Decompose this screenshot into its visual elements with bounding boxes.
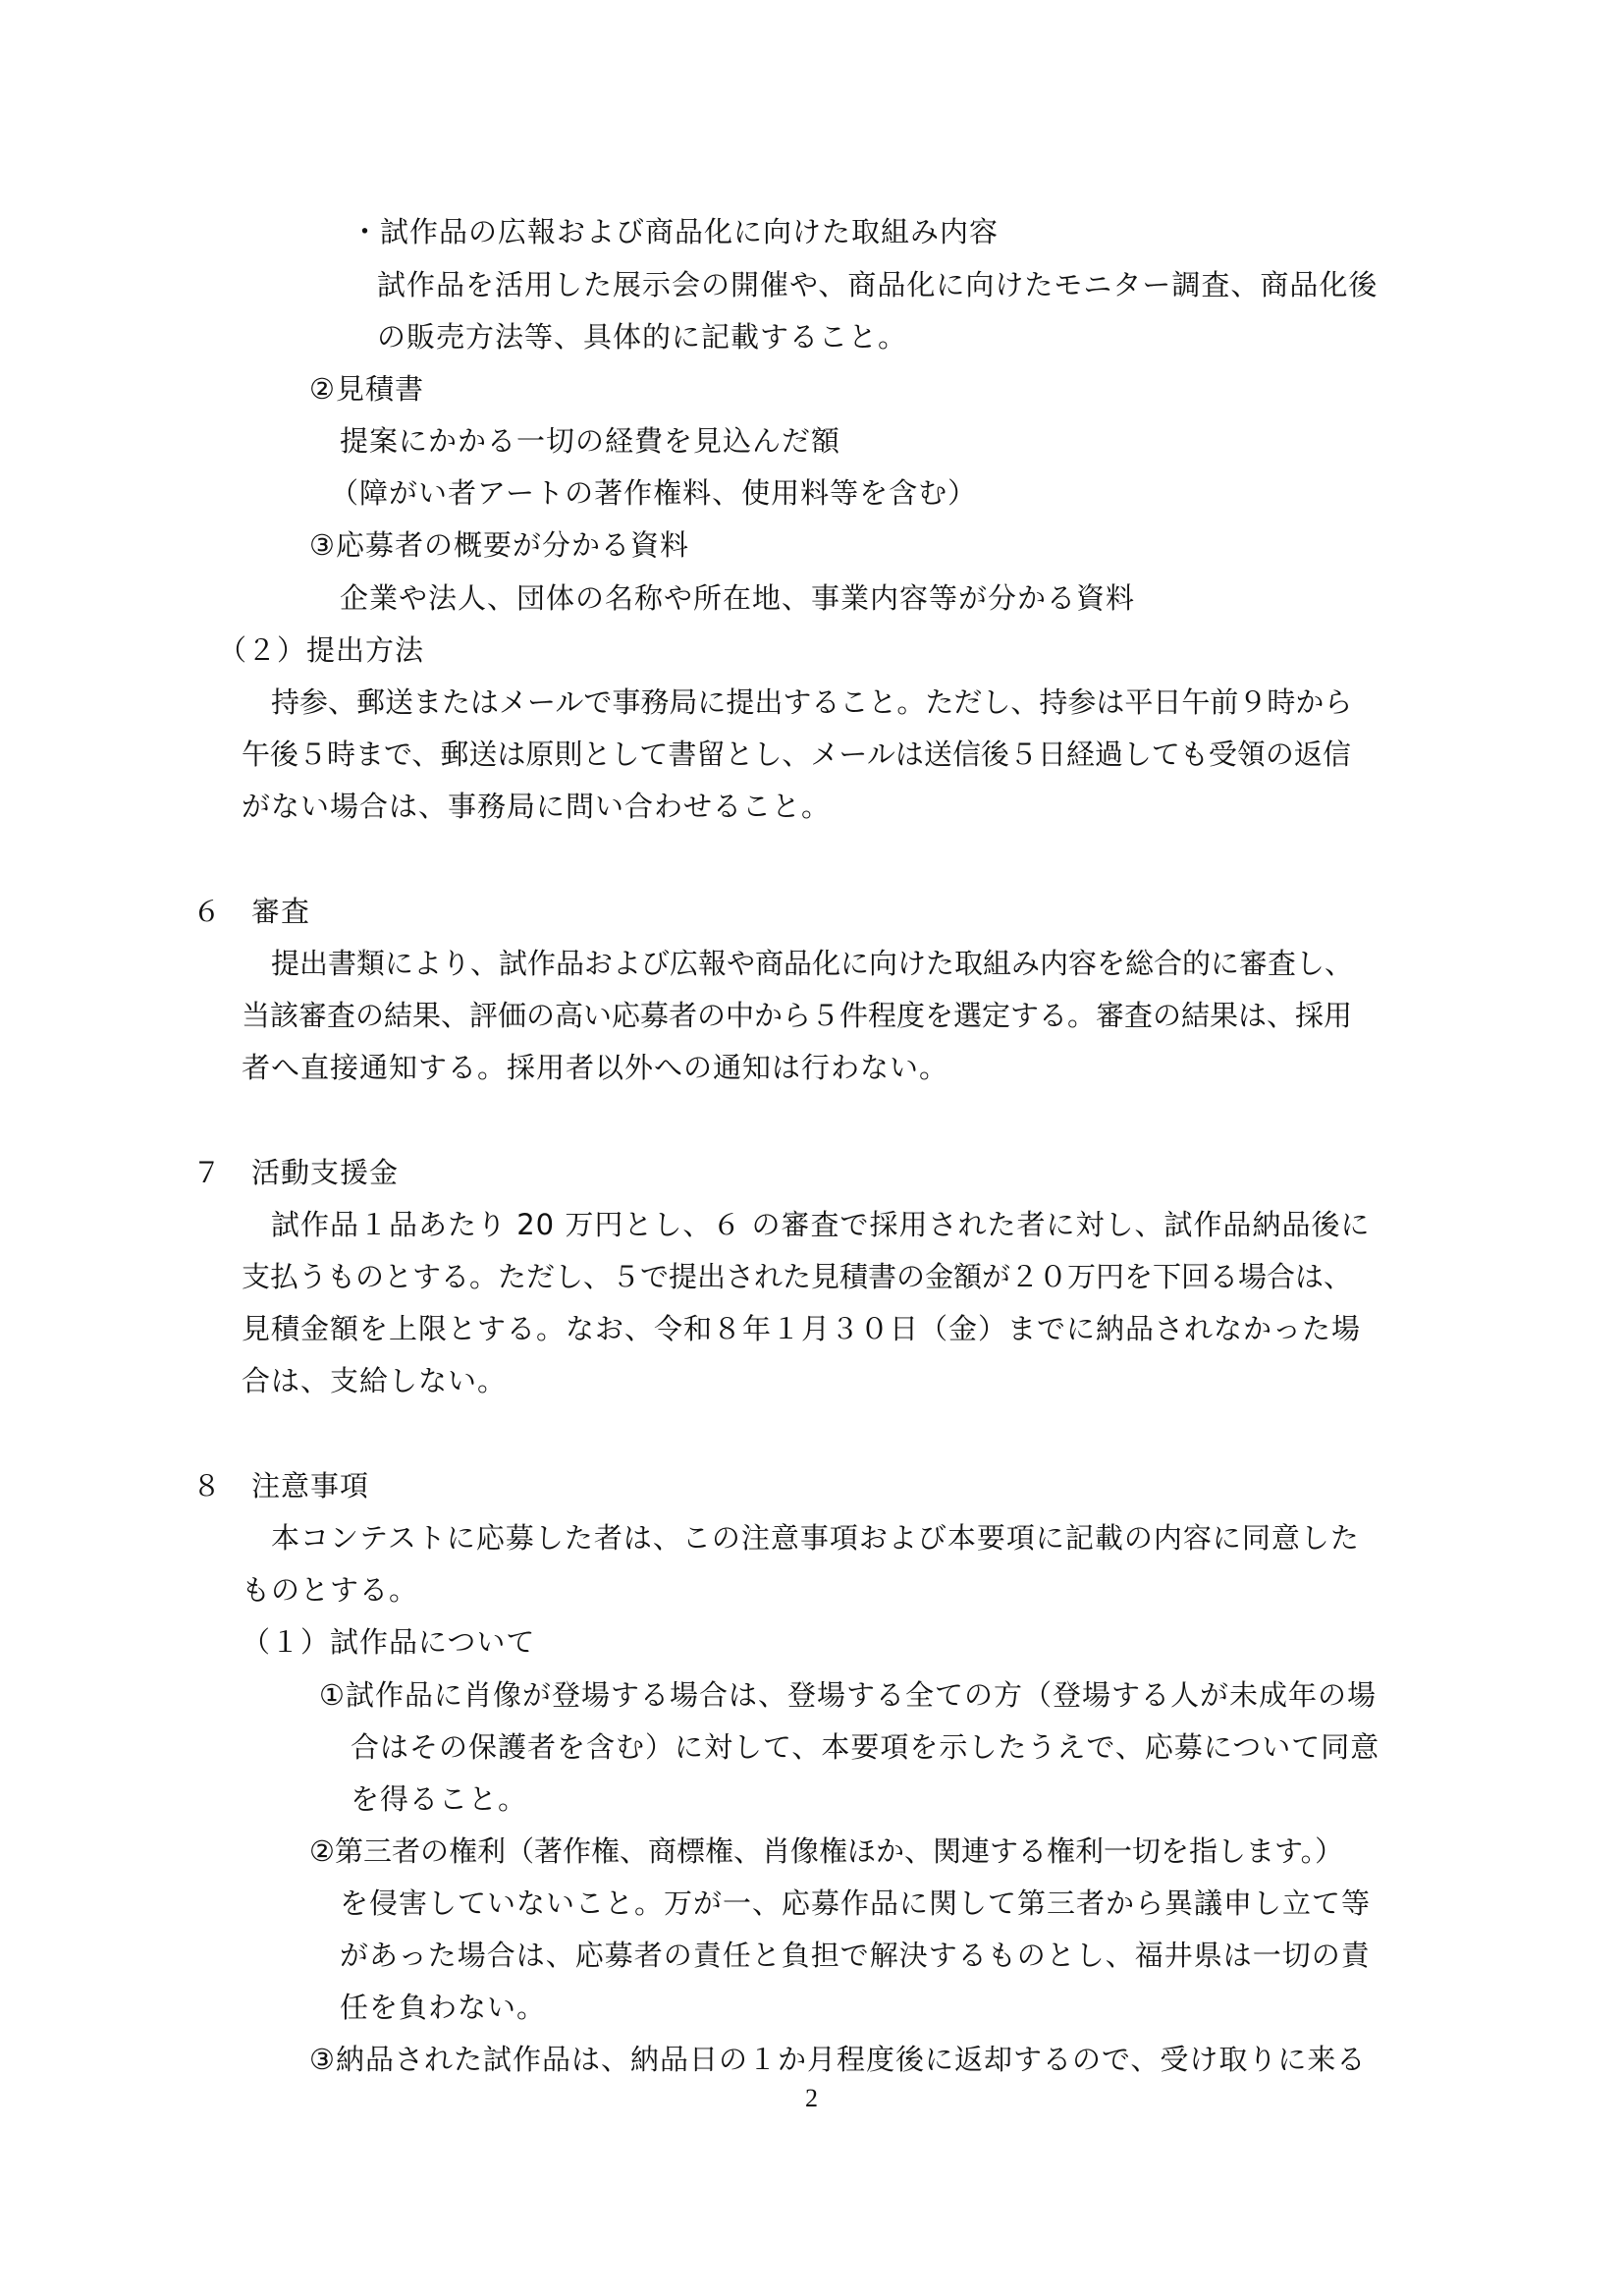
text-line: 見積金額を上限とする。なお、令和８年１月３０日（金）までに納品されなかった場: [242, 1312, 1362, 1345]
text-line: ②第三者の権利（著作権、商標権、肖像権ほか、関連する権利一切を指します。）: [309, 1834, 1344, 1868]
text-line: を侵害していないこと。万が一、応募作品に関して第三者から異議申し立て等: [340, 1886, 1372, 1920]
text-line: ②見積書: [309, 372, 424, 406]
text-line: 合はその保護者を含む）に対して、本要項を示したうえで、応募について同意: [351, 1730, 1380, 1764]
text-line: を得ること。: [351, 1782, 528, 1816]
text-line: 試作品１品あたり 20 万円とし、６ の審査で採用された者に対し、試作品納品後に: [271, 1208, 1371, 1241]
page-number: 2: [805, 2084, 818, 2112]
text-line: 合は、支給しない。: [242, 1364, 508, 1397]
text-line: 企業や法人、団体の名称や所在地、事業内容等が分かる資料: [340, 581, 1136, 615]
text-line: の販売方法等、具体的に記載すること。: [377, 320, 908, 354]
text-line: ①試作品に肖像が登場する場合は、登場する全ての方（登場する人が未成年の場: [319, 1678, 1377, 1712]
text-line: があった場合は、応募者の責任と負担で解決するものとし、福井県は一切の責: [340, 1939, 1371, 1972]
text-line: 試作品を活用した展示会の開催や、商品化に向けたモニター調査、商品化後: [377, 268, 1379, 301]
text-line: ③応募者の概要が分かる資料: [309, 528, 689, 562]
text-line: （障がい者アートの著作権料、使用料等を含む）: [330, 476, 978, 510]
text-line: 当該審査の結果、評価の高い応募者の中から５件程度を選定する。審査の結果は、採用: [242, 999, 1353, 1032]
text-line: 支払うものとする。ただし、５で提出された見積書の金額が２０万円を下回る場合は、: [242, 1260, 1353, 1293]
text-line: 任を負わない。: [340, 1991, 547, 2024]
text-line: 持参、郵送またはメールで事務局に提出すること。ただし、持参は平日午前９時から: [271, 685, 1353, 719]
text-line: 提案にかかる一切の経費を見込んだ額: [340, 424, 841, 458]
text-line: 午後５時まで、郵送は原則として書留とし、メールは送信後５日経過しても受領の返信: [242, 738, 1351, 771]
section-heading: ６ 審査: [192, 895, 311, 928]
section-heading: ７ 活動支援金: [192, 1156, 400, 1189]
section-heading: ８ 注意事項: [192, 1469, 370, 1503]
section-heading: （２）提出方法: [218, 633, 425, 667]
text-line: 者へ直接通知する。採用者以外への通知は行わない。: [242, 1051, 949, 1084]
text-line: 本コンテストに応募した者は、この注意事項および本要項に記載の内容に同意した: [271, 1521, 1360, 1555]
section-heading: （１）試作品について: [242, 1625, 536, 1659]
text-line: ものとする。: [242, 1573, 419, 1607]
text-line: がない場合は、事務局に問い合わせること。: [242, 790, 832, 823]
text-line: 提出書類により、試作品および広報や商品化に向けた取組み内容を総合的に審査し、: [271, 947, 1354, 980]
text-line: ③納品された試作品は、納品日の１か月程度後に返却するので、受け取りに来る: [309, 2043, 1367, 2076]
text-line: ・試作品の広報および商品化に向けた取組み内容: [351, 215, 1000, 248]
